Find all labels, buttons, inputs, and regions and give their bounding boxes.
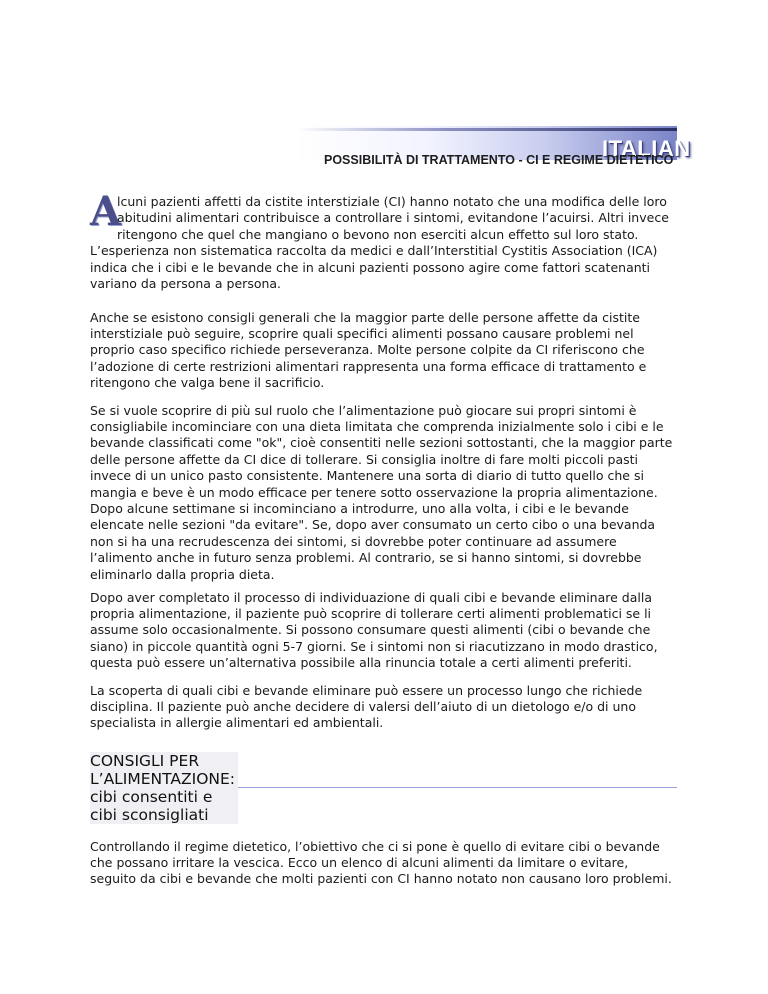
section-heading: CONSIGLI PER L’ALIMENTAZIONE: cibi consentiti e cibi sconsigliati: [90, 752, 238, 824]
paragraph-3: Se si vuole scoprire di più sul ruolo che l’alimentazione può giocare sui propri sintomi è consigliabile incominciare con una dieta limitata che comprenda inizialmente solo i cibi e le bevande classificati come "ok", cioè consentiti nelle sezioni sottostanti, che la maggior parte delle persone affette da CI dice di tollerare. Si consiglia inoltre di fare molti piccoli pasti invece di un unico pasto consistente. Mantenere una sorta di diario di tutto quello che si mangia e beve è un modo efficace per tenere sotto osservazione la propria alimentazione. Dopo alcune settimane si incominciano a introdurre, uno alla volta, i cibi e le bevande elencate nelle sezioni "da evitare". Se, dopo aver consumato un certo cibo o una bevanda non si ha una recrudescenza dei sintomi, si dovrebbe poter continuare ad assumere l’alimento anche in futuro senza problemi. Al contrario, se si hanno sintomi, si dovrebbe eliminarlo dalla propria dieta.: [90, 402, 673, 582]
banner-title: ITALIAN: [602, 136, 691, 161]
section-divider: [238, 787, 677, 788]
paragraph-4: Dopo aver completato il processo di individuazione di quali cibi e bevande eliminare dalla propria alimentazione, il paziente può scoprire di tollerare certi alimenti problematici se li assume solo occasionalmente. Si possono consumare questi alimenti (cibi o bevande che siano) in piccole quantità ogni 5-7 giorni. Se i sintomi non si riacutizzano in modo drastico, questa può essere un’alternativa possibile alla rinuncia totale a certi alimenti preferiti.: [90, 589, 658, 671]
intro-paragraph: [90, 188, 678, 292]
intro-text: lcuni pazienti affetti da cistite interstiziale (CI) hanno notato che una modifica delle loro abitudini alimentari contribuisce a controllare i sintomi, evitandone l’acuirsi. Altri invece ritengono che quel che mangiano o bevono non eserciti alcun effetto sul loro stato. L’esperienza non sistematica raccolta da medici e dall’Interstitial Cystitis Association (ICA) indica che i cibi e le bevande che in alcuni pazienti possono agire come fattori scatenanti variano da persona a persona.: [90, 194, 669, 292]
section-paragraph: Controllando il regime dietetico, l’obiettivo che ci si pone è quello di evitare cibi o bevande che possano irritare la vescica. Ecco un elenco di alcuni alimenti da limitare o evitare, seguito da cibi e bevande che molti pazienti con CI hanno notato non causano loro problemi.: [90, 838, 672, 887]
paragraph-2: Anche se esistono consigli generali che la maggior parte delle persone affette da cistite interstiziale può seguire, scoprire quali specifici alimenti possano causare problemi nel proprio caso specifico richiede perseveranza. Molte persone colpite da CI riferiscono che l’adozione di certe restrizioni alimentari rappresenta una forma efficace di trattamento e ritengono che valga bene il sacrificio.: [90, 309, 647, 391]
drop-cap: A: [90, 188, 122, 235]
paragraph-5: La scoperta di quali cibi e bevande eliminare può essere un processo lungo che richiede disciplina. Il paziente può anche decidere di valersi dell’aiuto di un dietologo e/o di uno specialista in allergie alimentari ed ambientali.: [90, 682, 643, 731]
page-subtitle: POSSIBILITÀ DI TRATTAMENTO - CI E REGIME DIETETICO: [324, 153, 674, 167]
